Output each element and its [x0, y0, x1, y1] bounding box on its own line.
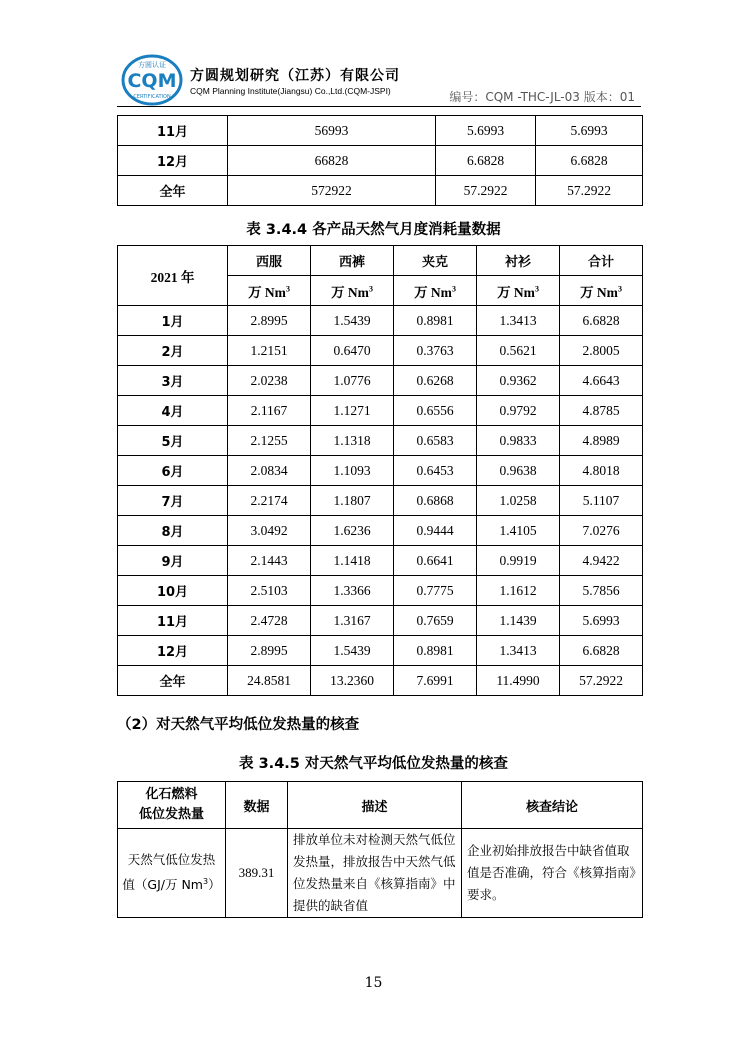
cell-value: 7.0276 [560, 516, 643, 546]
month-label: 4月 [118, 396, 228, 426]
cell-value: 572922 [228, 176, 436, 206]
cell-value: 1.0776 [311, 366, 394, 396]
continued-table [117, 115, 643, 206]
cell-value: 66828 [228, 146, 436, 176]
logo-ring-bottom: CERTIFICATION [133, 94, 171, 100]
unit-cell: 万 Nm$^3$ [311, 276, 394, 306]
table-row [118, 486, 643, 516]
cell-value: 2.8995 [228, 306, 311, 336]
cell-value: 0.6268 [394, 366, 477, 396]
fuel-item: 天然气低位发热值（GJ/万 Nm$^3$） [118, 829, 226, 918]
cell-value: 0.7775 [394, 576, 477, 606]
fuel-header-line2: 低位发热量 [138, 807, 204, 822]
cell-value: 0.9444 [394, 516, 477, 546]
header-divider [117, 106, 641, 107]
month-label: 2月 [118, 336, 228, 366]
cell-value: 0.6470 [311, 336, 394, 366]
column-header: 衬衫 [477, 246, 560, 276]
table-row [118, 606, 643, 636]
page-number: 15 [364, 975, 383, 991]
row-label: 11月 [118, 116, 228, 146]
cell-value: 4.8989 [560, 426, 643, 456]
month-label: 8月 [118, 516, 228, 546]
cell-value: 2.1255 [228, 426, 311, 456]
column-header: 核查结论 [462, 782, 643, 829]
cell-value: 1.6236 [311, 516, 394, 546]
heating-value: 389.31 [226, 829, 288, 918]
month-label: 3月 [118, 366, 228, 396]
table-row [118, 176, 643, 206]
month-label: 6月 [118, 456, 228, 486]
cell-value: 0.9362 [477, 366, 560, 396]
cell-value: 5.1107 [560, 486, 643, 516]
cell-value: 1.4105 [477, 516, 560, 546]
table-row [118, 516, 643, 546]
section-heading: （2）对天然气平均低位发热量的核查 [117, 717, 360, 733]
cell-value: 1.3413 [477, 636, 560, 666]
cell-value: 0.6641 [394, 546, 477, 576]
cell-value: 0.8981 [394, 306, 477, 336]
logo-text: CQM [127, 70, 177, 92]
month-label: 11月 [118, 606, 228, 636]
unit-cell: 万 Nm$^3$ [560, 276, 643, 306]
cell-value: 0.9833 [477, 426, 560, 456]
cell-value: 1.3167 [311, 606, 394, 636]
cell-value: 5.7856 [560, 576, 643, 606]
cell-value: 0.5621 [477, 336, 560, 366]
month-label: 1月 [118, 306, 228, 336]
cell-value: 1.1807 [311, 486, 394, 516]
cell-value: 2.0238 [228, 366, 311, 396]
table-caption: 表 3.4.5 对天然气平均低位发热量的核查 [239, 756, 508, 772]
table-row [118, 546, 643, 576]
table-row [118, 396, 643, 426]
column-header: 合计 [560, 246, 643, 276]
cell-value: 4.9422 [560, 546, 643, 576]
unit-cell: 万 Nm$^3$ [477, 276, 560, 306]
cell-value: 0.6868 [394, 486, 477, 516]
month-label: 全年 [118, 666, 228, 696]
cell-value: 6.6828 [536, 146, 643, 176]
cell-value: 1.1418 [311, 546, 394, 576]
column-header: 夹克 [394, 246, 477, 276]
table-row [118, 306, 643, 336]
table-row [118, 116, 643, 146]
column-header: 数据 [226, 782, 288, 829]
cell-value: 0.3763 [394, 336, 477, 366]
company-name-cn: 方圆规划研究（江苏）有限公司 [190, 68, 400, 84]
row-label: 12月 [118, 146, 228, 176]
cell-value: 4.8018 [560, 456, 643, 486]
cell-value: 11.4990 [477, 666, 560, 696]
description-cell: 排放单位未对检测天然气低位发热量，排放报告中天然气低位发热量来自《核算指南》中提供的缺省值 [288, 829, 462, 918]
table-row [118, 146, 643, 176]
cell-value: 7.6991 [394, 666, 477, 696]
cell-value: 2.1443 [228, 546, 311, 576]
column-header: 描述 [288, 782, 462, 829]
cell-value: 2.1167 [228, 396, 311, 426]
cell-value: 2.0834 [228, 456, 311, 486]
cell-value: 57.2922 [436, 176, 536, 206]
heating-value-table [117, 781, 643, 918]
table-row [118, 456, 643, 486]
cell-value: 0.6453 [394, 456, 477, 486]
cqm-logo [121, 54, 183, 106]
table-header-row [118, 782, 643, 829]
cell-value: 0.9792 [477, 396, 560, 426]
conclusion-cell: 企业初始排放报告中缺省值取值是否准确，符合《核算指南》要求。 [462, 829, 643, 918]
cell-value: 24.8581 [228, 666, 311, 696]
cell-value: 1.1318 [311, 426, 394, 456]
table-row [118, 666, 643, 696]
cell-value: 1.1093 [311, 456, 394, 486]
cell-value: 4.6643 [560, 366, 643, 396]
cell-value: 5.6993 [560, 606, 643, 636]
cell-value: 4.8785 [560, 396, 643, 426]
cell-value: 57.2922 [560, 666, 643, 696]
cell-value: 1.3413 [477, 306, 560, 336]
cell-value: 6.6828 [560, 306, 643, 336]
cell-value: 13.2360 [311, 666, 394, 696]
unit-cell: 万 Nm$^3$ [228, 276, 311, 306]
cell-value: 1.5439 [311, 636, 394, 666]
cell-value: 5.6993 [536, 116, 643, 146]
cell-value: 5.6993 [436, 116, 536, 146]
cell-value: 2.8005 [560, 336, 643, 366]
cell-value: 6.6828 [436, 146, 536, 176]
table-row [118, 576, 643, 606]
cell-value: 1.3366 [311, 576, 394, 606]
logo-ring-top: 方圆认证 [138, 61, 166, 69]
cell-value: 2.5103 [228, 576, 311, 606]
gas-consumption-table [117, 245, 643, 696]
row-label: 全年 [118, 176, 228, 206]
month-label: 10月 [118, 576, 228, 606]
unit-cell: 万 Nm$^3$ [394, 276, 477, 306]
table-row [118, 336, 643, 366]
cell-value: 6.6828 [560, 636, 643, 666]
cell-value: 57.2922 [536, 176, 643, 206]
cell-value: 2.4728 [228, 606, 311, 636]
fuel-header-line1: 化石燃料 [145, 787, 198, 802]
month-label: 9月 [118, 546, 228, 576]
cell-value: 2.2174 [228, 486, 311, 516]
month-label: 12月 [118, 636, 228, 666]
table-row [118, 426, 643, 456]
table-row [118, 636, 643, 666]
document-number: 编号：CQM -THC-JL-03 版本：01 [449, 90, 635, 104]
cell-value: 2.8995 [228, 636, 311, 666]
column-header [118, 782, 226, 829]
cell-value: 0.6583 [394, 426, 477, 456]
column-header: 西裤 [311, 246, 394, 276]
cell-value: 0.9919 [477, 546, 560, 576]
cell-value: 1.1439 [477, 606, 560, 636]
cell-value: 1.0258 [477, 486, 560, 516]
month-label: 5月 [118, 426, 228, 456]
table-caption: 表 3.4.4 各产品天然气月度消耗量数据 [246, 222, 501, 238]
cell-value: 0.6556 [394, 396, 477, 426]
year-header: 2021 年 [118, 246, 228, 306]
table-row [118, 829, 643, 918]
cell-value: 0.9638 [477, 456, 560, 486]
cell-value: 3.0492 [228, 516, 311, 546]
cell-value: 1.2151 [228, 336, 311, 366]
cell-value: 0.8981 [394, 636, 477, 666]
cell-value: 1.1271 [311, 396, 394, 426]
column-header: 西服 [228, 246, 311, 276]
company-name-en: CQM Planning Institute(Jiangsu) Co.,Ltd.(CQM-JSPI) [190, 86, 391, 96]
month-label: 7月 [118, 486, 228, 516]
table-header-row [118, 246, 643, 276]
cell-value: 1.1612 [477, 576, 560, 606]
table-row [118, 366, 643, 396]
cell-value: 1.5439 [311, 306, 394, 336]
cell-value: 0.7659 [394, 606, 477, 636]
cell-value: 56993 [228, 116, 436, 146]
